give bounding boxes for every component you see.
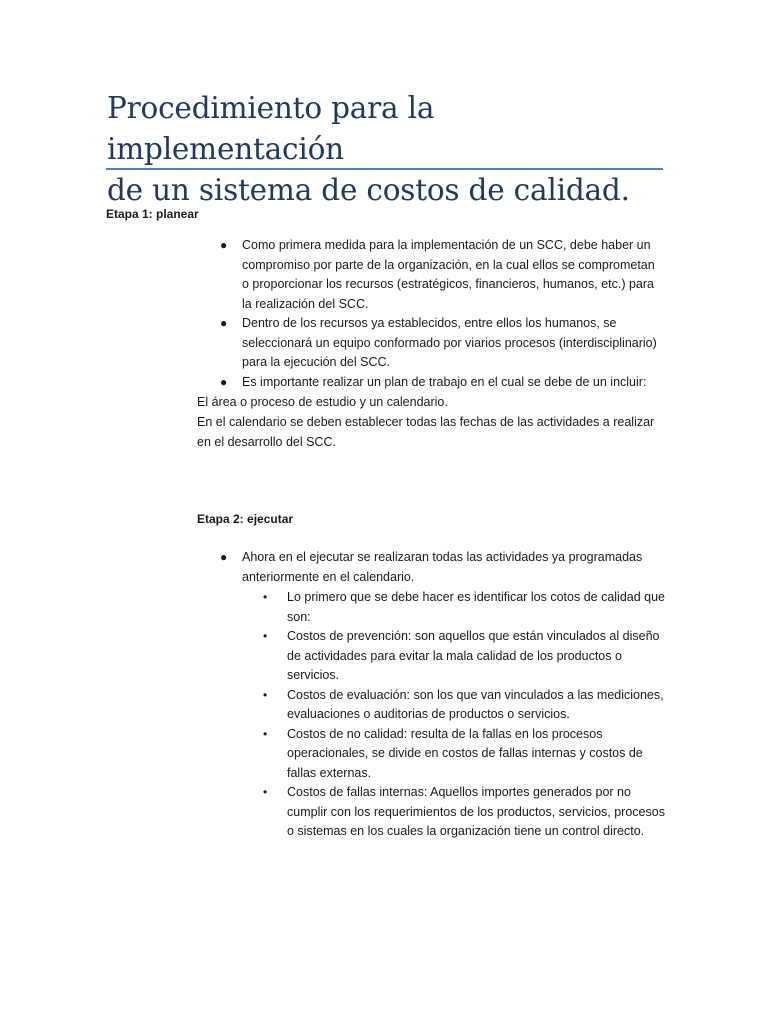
stage1-paragraph-1: El área o proceso de estudio y un calendario.	[197, 395, 448, 409]
bullet-dot-icon: ●	[220, 316, 228, 330]
bullet-small-icon: •	[263, 590, 268, 604]
bullet-dot-icon: ●	[220, 550, 228, 564]
stage2-sub-bullet-list	[263, 588, 666, 842]
title-line-2: de un sistema de costos de calidad.	[107, 173, 630, 207]
stage1-bullet: ● Es importante realizar un plan de trabajo en el cual se debe de un incluir:	[242, 373, 662, 393]
bullet-small-icon: •	[263, 785, 268, 799]
stage2-sub-bullet: • Costos de evaluación: son los que van vinculados a las mediciones, evaluaciones o auditorias de productos o servicios.	[263, 687, 664, 721]
stage2-bullet-list	[220, 548, 657, 587]
bullet-small-icon: •	[263, 629, 268, 643]
title-line-1: Procedimiento para la implementación	[107, 91, 435, 166]
stage2-bullet: ● Ahora en el ejecutar se realizaran todas las actividades ya programadas anteriormente en el calendario.	[220, 550, 643, 584]
stage2-heading: Etapa 2: ejecutar	[197, 512, 294, 526]
stage1-bullet: ● Como primera medida para la implementación de un SCC, debe haber un compromiso por parte de la organización, en la cual ellos se comprometan o proporcionar los recursos (estratégicos, financieros, humanos, etc.) para la realización del SCC.	[220, 238, 655, 311]
title-underline	[106, 168, 663, 170]
stage2-sub-bullet: • Costos de prevención: son aquellos que están vinculados al diseño de actividades para evitar la mala calidad de los productos o servicios.	[263, 629, 660, 682]
bullet-dot-icon: ●	[220, 374, 228, 389]
document-title	[107, 88, 667, 211]
stage1-bullet: ● Dentro de los recursos ya establecidos, entre ellos los humanos, se seleccionará un equipo conformado por viarios procesos (interdisciplinario) para la ejecución del SCC.	[220, 316, 657, 369]
bullet-small-icon: •	[263, 726, 268, 741]
bullet-small-icon: •	[263, 687, 268, 702]
bullet-dot-icon: ●	[220, 238, 228, 252]
stage1-bullet-list	[220, 236, 662, 392]
stage1-heading: Etapa 1: planear	[106, 207, 199, 221]
stage2-sub-bullet: • Lo primero que se debe hacer es identificar los cotos de calidad que son:	[263, 590, 666, 624]
stage2-sub-bullet: • Costos de fallas internas: Aquellos importes generados por no cumplir con los requerimientos de los productos, servicios, procesos o sistemas en los cuales la organización tiene un control directo.	[263, 785, 665, 838]
stage1-paragraph-2: En el calendario se deben establecer todas las fechas de las actividades a realizar en el desarrollo del SCC.	[197, 415, 655, 449]
stage2-sub-bullet: • Costos de no calidad: resulta de la fallas en los procesos operacionales, se divide en costos de fallas internas y costos de fallas externas.	[263, 726, 643, 780]
